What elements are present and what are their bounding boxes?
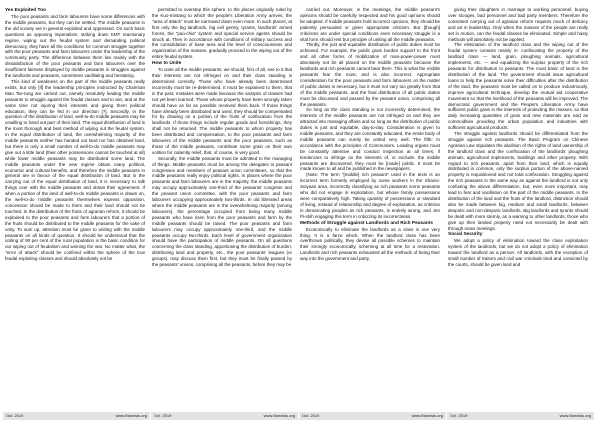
paragraph: (Note: The term "[middle] rich peasant" used in the texts is an incorrect term formerly employed by some workers in the Shansi-Suiyuan area, incorrectly classifying as rich peasants some peasants who did not engage in exploitation, but whose family possessions were comparatively high. Taking quantity of possessions or standard of living, instead of relationship and degree of exploitation, as criterion in demarcating peoples as rich peasants, is entirely wrong, and Jen Pi-shih engaging this term in criticizing its incorrectness. <box>300 172 440 219</box>
footer-date: Oct. 2019 <box>302 413 320 418</box>
section-heading: Methods of Struggle against Landlords and Rich Peasants <box>300 220 433 226</box>
text-column-2 <box>152 7 292 411</box>
footer-source: www.Marxists.org <box>263 413 295 418</box>
paragraph: We adopt a policy of elimination toward the class exploitation system of the landlords, but we do not adopt a policy of elimination toward the landlord as a person. All landlords, with the exception of small number of traitors and civil war criminals tried and convicted by the courts, should be given land and <box>448 238 588 268</box>
page-footer-2 <box>151 412 298 420</box>
paragraph: Secondly, the middle peasants must be admitted to the managing of things. Middle peasants must be among the delegates to peasant congresses and members of peasant union committees, so that the middle peasants really enjoy political rights. In places where the poor peasants and farm labourers are in the majority, the middle peasants may occupy approximately one-third of the peasants' congress and the peasant union committee, with the poor peasants and farm labourers occupying approximately two-thirds. In old liberated areas where the middle peasants are in the overwhelming majority (among labourers), the percentage occupied from being many middle peasants who have risen from the poor peasants and farm by the middle peasants should be raised. The poor peasants and farm labourers may occupy approximately one-third, and the middle peasants occupy two-thirds. Each level of government organization should have the participation of middle peasants. On all questions concerning the class standing, apportioning the distribution of burden, distributing land and property, etc., the poor peasants' leagues (or groups), may discuss them first, but they must be finally passed by the peasants' unions, comprising all the peasants, before they may be <box>152 155 292 268</box>
footer-date: Oct. 2019 <box>6 413 24 418</box>
paragraph: Thirdly, the just and equitable distribution of public duties must be achieved. For example, the public grain burden support to the front and all other forms of mobilization of man-power-power must absolutely not be all placed on the middle peasants because the landlords and rich peasants cannot bear them. This is what the middle peasants fear the most, and is also incorrect. Appropriate consideration for the poor peasants and farm labourers on the matter of public duties is necessary, but it must not vary too greatly from that of the middle peasants, and the final distribution of all public duties must be discussed and passed by the peasant union, comprising all the peasants. <box>300 42 440 107</box>
footer-source: www.Marxists.org <box>559 413 591 418</box>
paragraph: Economically to eliminate the landlords as a class is one very thing. It is a farce which. When the landlord class has been overthrown politically, they devise all possible schemes to maintain their strongly economically, scheming at all time for a restoration. Landlords and rich peasants exhausted all the methods of being their way into the government and party, <box>300 226 440 262</box>
paragraph: This kind of weakness on the part of the middle peasants really exists, but only [if] the leadership principles instructed by Chairman Mao Tse-tung are carried out, namely resolutely leading the middle peasants to struggle against the feudal classes and to win, and at the same time not injuring their interests and giving them political education, they can be fed in our direction [?]. Secondly, in the question of the distribution of land, well-to-do middle peasants may be unwilling to hand out part of their land. The equal distribution of land is the most thorough and best method of wiping out the feudal system. In the equal distribution of land, the overwhelming majority of the middle peasants neither has handed out land nor has obtained land, but there is only a small number of well-to-do middle peasants may give out a little land (their other possessions cannot be touched at all) while lower middle peasants may be distributed some land. The middle peasants under the new regime obtain many political, economic and cultural benefits, and therefore the middle peasants in general are in favour of the equal distribution of land. But in the carrying out of the equal distribution of land, it is necessary to talk things over with the middle peasants and obtain their agreement. If when a portion of the land of well-to-do middle peasants is drawn on, the well-to-do middle peasants themselves express opposition, concession should be made to them and their land should not be touched. In the distribution of the fruits of agrarian reform, it should be explained to the poor peasants and farm labourers that a portion of the fruits should be distributed to the middle peasants for the sake of unity. To sum up, attention must be given to uniting with the middle peasants on all kinds of question. It should be understood that the uniting of 90 per cent of the rural population is the basic condition for our wiping out of feudalism and winning the war. No matter what, the "error of attack" should be confined within the sphere of the true feudal exploiting classes and should absolutely not be <box>5 78 145 262</box>
page-footer-4 <box>447 412 594 420</box>
paragraph: So long as the class standing is not incorrectly determined, the interests of the middle peasants are not infringed on and they are attracted into managing affairs and so long as the distribution of public duties is just and equitable, day-to-day. Consideration is given to middle peasants, and they are constantly educated, the entire body of middle peasants can surely be united very well. The fifth: In accordance with the principles of Communism. Leading organs must be constantly attentive and conduct inspection at all times; if tendencies to infringe on the interests of, or exclude, the middle peasants are discovered, they must be [made] public. It must be made known to all and be published in the newspapers. <box>300 107 440 172</box>
paragraph: permitted to overstep this sphere. In the places originally ruled by the Kuo-mintang to which the people's Liberation Army arrives, the "area of attack" must be narrowed down even more. In such places, at first only the big landlords, big evil gentry, tyrants, landlords' armed forces, the "pao-chia" system and special service agents should be struck at. Then in accordance with conditions of military success and the consolidation of base area and the level of consciousness and organization of the masses, gradually proceed to the wiping out of the entire feudal system. <box>152 7 292 60</box>
page-footer-1 <box>3 412 150 420</box>
section-heading: Social Security <box>448 232 483 238</box>
footer-date: Oct. 2019 <box>154 413 172 418</box>
text-column-3 <box>300 7 440 411</box>
page-footer-3 <box>299 412 446 420</box>
footer-date: Oct. 2019 <box>450 413 468 418</box>
text-column-1 <box>5 7 145 411</box>
paragraph: The poor peasants and farm labourers have some differences with the middle peasants, but they can be settled. The middle peasants in the old society are in general exploited and oppressed. On such basic questions as opposing imperialism, striking down KMT reactionary regime, wiping out the feudal system and demanding political democracy, they have all the conditions for common struggle together with the poor peasants and farm labourers under the leadership of the community party. The difference between them lies mainly with the dissatisfaction of the poor peasants and farm labourers over the insufficient fairness displayed by middle peasants in struggles against the landlords and peasants, sometimes vacillating and hesitating. <box>5 14 145 79</box>
paragraph: The elimination of the landlord class and the wiping out of the feudal system consists mainly in: confiscating the property of the landlord class — land, grain, ploughing animals, agricultural implements, etc. — and equalizing the surplus property of the rich peasants for distribution to peasants. The most basic of land is the distribution of the land. The government should issue agricultural loans to help the peasants solve their difficulties after the distribution of the land, the peasants must be called on to produce industriously, improve agricultural technique, develop the mutual aid cooperative movement so that the livelihood of the peasants will be improved. The democratic government and the People's Liberation Army have sufficient public grain in the interests of protecting the masses, so that daily increasing quantities of grain and new materials are sold as commodities providing the urban population and industries with sufficient agricultural products. <box>448 42 588 131</box>
paragraph: To unite all the middle peasants, we should, first of all, see to it that their interests are not infringed on and their class standing is determined correctly. Those who have already been determined incorrectly must be re-determined. It must be explained to them, that in the past, mistakes were made because the analysis of classes had not yet been learned. Those whose property have been wrongly taken should have as far as possible received them back. If those things have already been distributed and used, they should be compensated for by drawing on a portion of the fruits of confiscation from the landlords. If those things include regular goods and furnishings, they shall not be returned. The middle peasants to whom property has been distributed and compensation, to the poor peasants and farm labourers of the middle peasants and the poor peasants, such as those of the middle peasants, contribute some grain on their own volition for calamity relief, that, of course, is very good. <box>152 67 292 155</box>
text-column-4 <box>448 7 588 411</box>
paragraph: The struggle against landlords should be differentiated from the struggle against rich peasants. The Basic Program on Chinese Agrarian Law stipulates the abolition of the rights of land ownership of the landlord class and the confiscation of the landlords' ploughing animals, agricultural implements, buildings and other property. With regard to rich peasants, apart from their land, which is equally distributed in common, only the surplus portion of the above-named property is requisitioned and not total confiscation. Struggling against the rich peasants in the same way as against the landlord is not only confusing the above differentiation, but, even more important, may lead to fear and vacillation on the part of the middle peasants. In the distribution of the land and the fruits of the landlord, distinction should also be made between big, medium and small landlords, between despotic and non-despotic landlords. Big landlords and tyrants should be dealt with more sternly, as a warning to other landlords, those who give up their landed property need not necessarily be dealt with through mass meetings. <box>448 131 588 231</box>
paragraph: giving their daughters in marriage to working personnel, buying over stooges, bad personnel and bad party members. Therefore the consistent carrying out of agrarian reform requires much of delicacy and art in leadership. Only when the masses of the people are really set in motion, can the feudal classes be eliminated. Simple and hasty methods will absolutely not be applied. <box>448 7 588 42</box>
footer-source: www.Marxists.org <box>115 413 147 418</box>
footer-source: www.Marxists.org <box>411 413 443 418</box>
section-heading: Yes Exploited Too <box>5 8 46 13</box>
paragraph: carried out. Moreover, in the meetings, the middle peasant's opinions should be carefully respected and his good opinions should be adopted. If middle peasants hold incorrect opinions, they should be patiently persuaded or given appropriate criticism. But [though] criticisms are under special conditions even necessary struggle is a vital form should rest but principle of uniting all the middle peasants. <box>300 7 440 42</box>
section-heading: How to Unite <box>152 61 182 67</box>
